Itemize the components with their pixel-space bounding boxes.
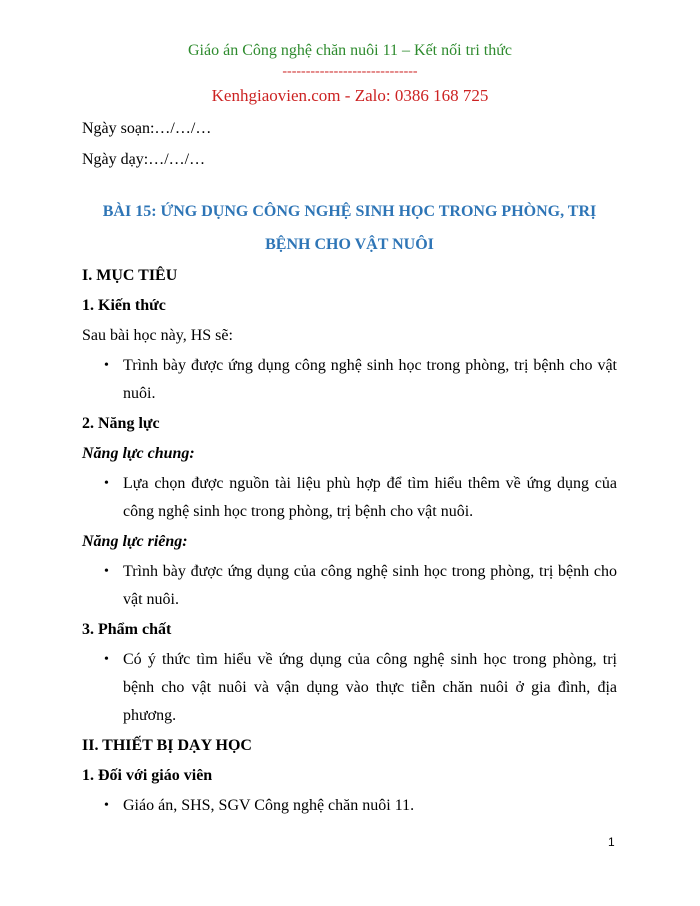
teacher-bullet-list xyxy=(82,792,617,820)
lesson-title xyxy=(82,195,617,261)
date-taught: Ngày dạy:…/…/… xyxy=(82,151,206,168)
bullet-icon: • xyxy=(104,564,109,579)
list-item xyxy=(82,646,617,730)
page-header xyxy=(0,40,700,108)
bullet-icon: • xyxy=(104,652,109,667)
competence-heading: 2. Năng lực xyxy=(82,415,160,432)
list-item xyxy=(82,792,617,820)
knowledge-intro: Sau bài học này, HS sẽ: xyxy=(82,327,233,344)
specific-competence-heading: Năng lực riêng: xyxy=(82,533,188,550)
bullet-icon: • xyxy=(104,798,109,813)
page-number: 1 xyxy=(608,835,615,849)
list-item-text: Có ý thức tìm hiểu về ứng dụng của công nghệ sinh học trong phòng, trị bệnh cho vật nuôi và vận dụng vào thực tiễn chăn nuôi ở gia đình, địa phương. xyxy=(123,651,617,724)
header-title: Giáo án Công nghệ chăn nuôi 11 – Kết nối tri thức xyxy=(187,42,512,59)
list-item xyxy=(82,558,617,614)
header-rule: ----------------------------- xyxy=(282,64,418,79)
knowledge-bullet-list xyxy=(82,352,617,408)
list-item xyxy=(82,470,617,526)
section-equipment-heading: II. THIẾT BỊ DẠY HỌC xyxy=(82,737,252,754)
list-item-text: Trình bày được ứng dụng công nghệ sinh học trong phòng, trị bệnh cho vật nuôi. xyxy=(123,357,617,402)
general-competence-bullet-list xyxy=(82,470,617,526)
list-item-text: Trình bày được ứng dụng của công nghệ sinh học trong phòng, trị bệnh cho vật nuôi. xyxy=(123,563,617,608)
teacher-heading: 1. Đối với giáo viên xyxy=(82,767,213,784)
bullet-icon: • xyxy=(104,476,109,491)
bullet-icon: • xyxy=(104,358,109,373)
list-item-text: Lựa chọn được nguồn tài liệu phù hợp để tìm hiểu thêm về ứng dụng của công nghệ sinh học trong phòng, trị bệnh cho vật nuôi. xyxy=(123,475,617,520)
quality-bullet-list xyxy=(82,646,617,730)
date-prepared: Ngày soạn:…/…/… xyxy=(82,120,212,137)
list-item-text: Giáo án, SHS, SGV Công nghệ chăn nuôi 11. xyxy=(123,797,415,814)
document-body xyxy=(82,115,617,820)
section-objectives-heading: I. MỤC TIÊU xyxy=(82,267,178,284)
quality-heading: 3. Phẩm chất xyxy=(82,621,172,638)
lesson-title-line-2: BỆNH CHO VẬT NUÔI xyxy=(265,236,434,253)
specific-competence-bullet-list xyxy=(82,558,617,614)
general-competence-heading: Năng lực chung: xyxy=(82,445,195,462)
knowledge-heading: 1. Kiến thức xyxy=(82,297,166,314)
list-item xyxy=(82,352,617,408)
header-contact: Kenhgiaovien.com - Zalo: 0386 168 725 xyxy=(211,86,489,105)
lesson-title-line-1: BÀI 15: ỨNG DỤNG CÔNG NGHỆ SINH HỌC TRONG PHÒNG, TRỊ xyxy=(102,203,597,220)
